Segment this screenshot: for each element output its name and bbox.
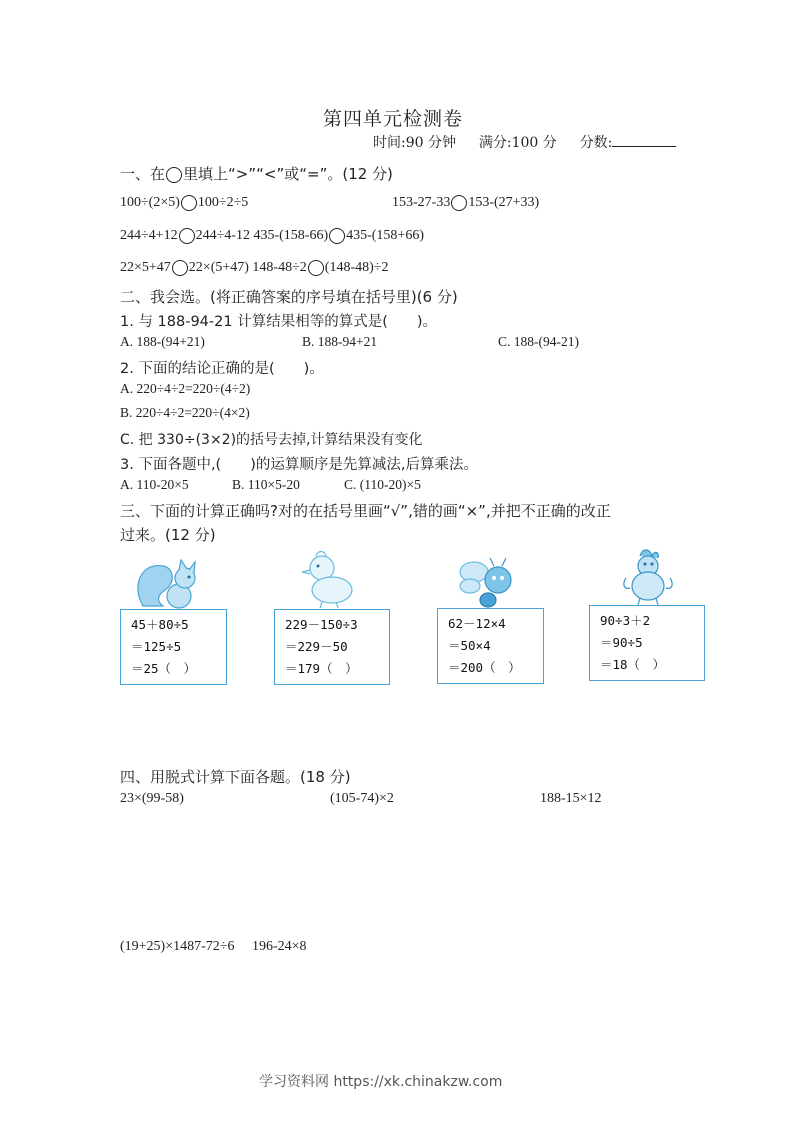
- score-blank[interactable]: [612, 133, 676, 147]
- calc-item: 188-15×12: [540, 791, 602, 806]
- calc-item-row2: (19+25)×1487-72÷6 196-24×8: [120, 939, 307, 954]
- page-title: 第四单元检测卷: [323, 108, 464, 130]
- compare-circle[interactable]: [179, 228, 195, 244]
- calc-line: 229－150÷3: [285, 617, 358, 632]
- section3-heading-line2: 过来。(12 分): [120, 526, 216, 544]
- bee-icon: [458, 556, 528, 610]
- compare-circle[interactable]: [172, 260, 188, 276]
- question-1: 1. 与 188-94-21 计算结果相等的算式是( )。: [120, 314, 438, 330]
- calc-item: 23×(99-58): [120, 791, 184, 806]
- section4-heading: 四、用脱式计算下面各题。(18 分): [120, 768, 351, 786]
- circle-icon: [166, 167, 182, 183]
- time-limit: 时间:90 分钟: [373, 135, 456, 151]
- section3-heading-line1: 三、下面的计算正确吗?对的在括号里画“√”,错的画“×”,并把不正确的改正: [120, 502, 611, 520]
- calc-line: 45＋80÷5: [131, 617, 189, 632]
- q2-option-a[interactable]: A. 220÷4÷2=220÷(4÷2): [120, 381, 251, 396]
- compare-circle[interactable]: [181, 195, 197, 211]
- compare-circle[interactable]: [308, 260, 324, 276]
- calc-answer-line[interactable]: ＝179（ ）: [285, 661, 358, 676]
- full-score: 满分:100 分: [478, 135, 557, 151]
- calc-answer-line[interactable]: ＝18（ ）: [600, 657, 666, 672]
- chick-icon: [300, 550, 360, 608]
- calc-card-4: [589, 605, 705, 681]
- section1-heading: 一、在 里填上“>”“<”或“=”。(12 分): [120, 165, 393, 183]
- q1-option-b[interactable]: B. 188-94+21: [302, 334, 378, 349]
- q1-option-a[interactable]: A. 188-(94+21): [120, 334, 205, 349]
- q1-option-c[interactable]: C. 188-(94-21): [498, 334, 579, 349]
- calc-line: ＝50×4: [448, 638, 491, 653]
- compare-row-3: 22×5+47 22×(5+47) 148-48÷2 (148-48)÷2: [120, 260, 389, 276]
- footer-watermark: 学习资料网 https://xk.chinakzw.com: [259, 1074, 503, 1090]
- calc-card-2: [274, 609, 390, 685]
- calc-card-1: [120, 609, 227, 685]
- squirrel-icon: [135, 556, 205, 612]
- exam-meta: [373, 132, 676, 152]
- q3-option-b[interactable]: B. 110×5-20: [232, 477, 300, 492]
- calc-item: (105-74)×2: [330, 791, 394, 806]
- compare-row-2: 244÷4+12 244÷4-12 435-(158-66) 435-(158+66): [120, 228, 424, 244]
- calc-answer-line[interactable]: ＝200（ ）: [448, 660, 521, 675]
- calc-line: 62－12×4: [448, 616, 506, 631]
- calc-line: ＝90÷5: [600, 635, 643, 650]
- calc-line: ＝125÷5: [131, 639, 182, 654]
- compare-circle[interactable]: [329, 228, 345, 244]
- calc-line: ＝229－50: [285, 639, 348, 654]
- q3-option-a[interactable]: A. 110-20×5: [120, 477, 189, 492]
- compare-row-1b: 153-27-33 153-(27+33): [392, 195, 540, 211]
- q3-option-c[interactable]: C. (110-20)×5: [344, 477, 421, 492]
- q2-option-c[interactable]: C. 把 330÷(3×2)的括号去掉,计算结果没有变化: [120, 432, 423, 448]
- compare-circle[interactable]: [451, 195, 467, 211]
- score-label: 分数:: [579, 135, 613, 151]
- rooster-icon: [620, 548, 674, 606]
- calc-line: 90÷3＋2: [600, 613, 651, 628]
- compare-row-1a: 100÷(2×5) 100÷2÷5: [120, 195, 249, 211]
- question-2: 2. 下面的结论正确的是( )。: [120, 361, 324, 377]
- section2-heading: 二、我会选。(将正确答案的序号填在括号里)(6 分): [120, 288, 458, 306]
- calc-answer-line[interactable]: ＝25（ ）: [131, 661, 197, 676]
- calc-card-3: [437, 608, 544, 684]
- question-3: 3. 下面各题中,( )的运算顺序是先算减法,后算乘法。: [120, 457, 478, 473]
- q2-option-b[interactable]: B. 220÷4÷2=220÷(4×2): [120, 405, 250, 420]
